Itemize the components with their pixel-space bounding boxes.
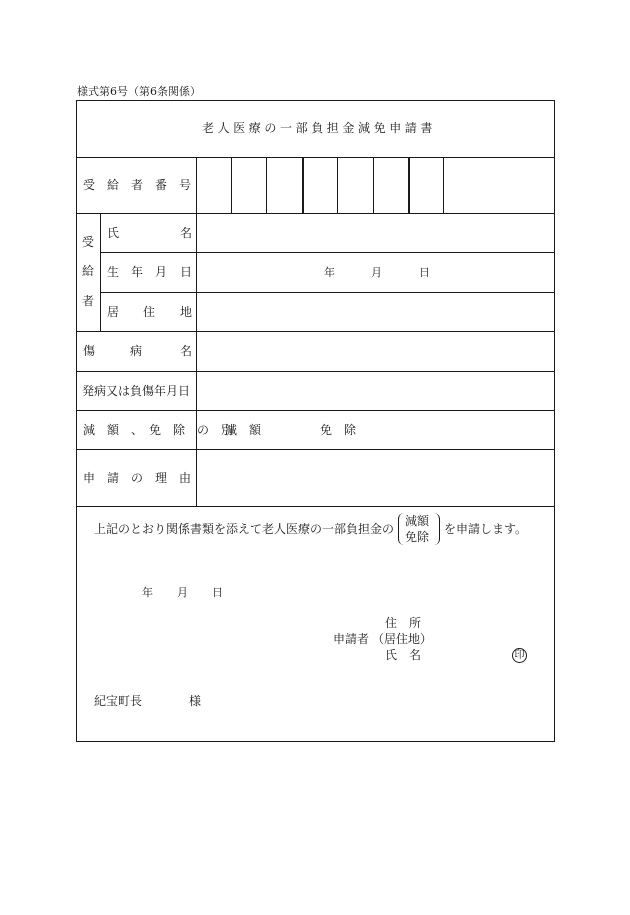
type-label: 減 額 、 免 除 の 別	[83, 423, 234, 437]
number-box-divider	[302, 157, 304, 213]
birthdate-month-unit: 月	[371, 266, 382, 279]
addressee-title: 紀宝町長	[94, 694, 143, 708]
reason-label: 申 請 の 理 由	[83, 471, 192, 485]
group-divider	[100, 213, 101, 331]
address-label-char: 地	[180, 305, 193, 319]
recipient-group-char: 給	[82, 264, 95, 278]
number-box-divider	[337, 157, 338, 213]
name-input[interactable]	[197, 214, 554, 252]
onset-date-label: 発病又は負傷年月日	[82, 384, 191, 398]
date-month-unit: 月	[177, 586, 188, 599]
applicant-name-label: 氏 名	[385, 648, 422, 662]
applicant-residence-label: （居住地）	[372, 632, 433, 646]
name-label-char: 名	[180, 226, 193, 240]
birthdate-label-char: 生	[107, 265, 120, 279]
applicant-address-label: 住 所	[385, 616, 422, 630]
statement-text: 上記のとおり関係書類を添えて老人医療の一部負担金の	[94, 522, 395, 536]
disease-label-char: 病	[130, 344, 143, 358]
birthdate-day-unit: 日	[419, 266, 430, 279]
statement-option-exemption: 免除	[405, 530, 430, 544]
recipient-number-label: 受 給 者 番 号	[83, 178, 192, 192]
row-divider	[76, 506, 555, 507]
date-day-unit: 日	[212, 586, 223, 599]
reason-input[interactable]	[197, 450, 554, 505]
disease-input[interactable]	[197, 332, 554, 370]
type-option-exemption[interactable]: 免 除	[320, 423, 357, 437]
form-reference: 様式第6号（第6条関係）	[77, 85, 201, 98]
address-input[interactable]	[197, 293, 554, 331]
type-option-reduction[interactable]: 減 額	[225, 423, 262, 437]
onset-date-input[interactable]	[197, 372, 554, 410]
name-label-char: 氏	[107, 226, 120, 240]
seal-mark	[512, 648, 527, 663]
birthdate-label-char: 日	[180, 265, 193, 279]
number-box-divider	[231, 157, 232, 213]
address-label-char: 住	[143, 305, 156, 319]
birthdate-label-char: 年	[131, 265, 144, 279]
row-divider	[76, 410, 555, 411]
statement-suffix: を申請します。	[444, 522, 528, 536]
number-box-divider	[373, 157, 374, 213]
number-box-divider	[443, 157, 444, 213]
statement-option-reduction: 減額	[405, 514, 430, 528]
applicant-label: 申請者	[333, 632, 370, 646]
disease-label-char: 名	[180, 344, 193, 358]
form-title: 老人医療の一部負担金減免申請書	[202, 121, 437, 135]
birthdate-year-unit: 年	[324, 266, 335, 279]
recipient-group-char: 者	[82, 294, 95, 308]
date-year-unit: 年	[142, 586, 153, 599]
birthdate-label-char: 月	[155, 265, 168, 279]
number-box-divider	[266, 157, 267, 213]
address-label-char: 居	[107, 305, 120, 319]
form-frame	[76, 100, 555, 742]
recipient-group-char: 受	[82, 235, 95, 249]
addressee-honorific: 様	[189, 694, 202, 708]
disease-label-char: 傷	[83, 344, 96, 358]
number-box-divider	[408, 157, 410, 213]
row-divider	[76, 157, 555, 158]
seal-char: 印	[514, 649, 525, 661]
